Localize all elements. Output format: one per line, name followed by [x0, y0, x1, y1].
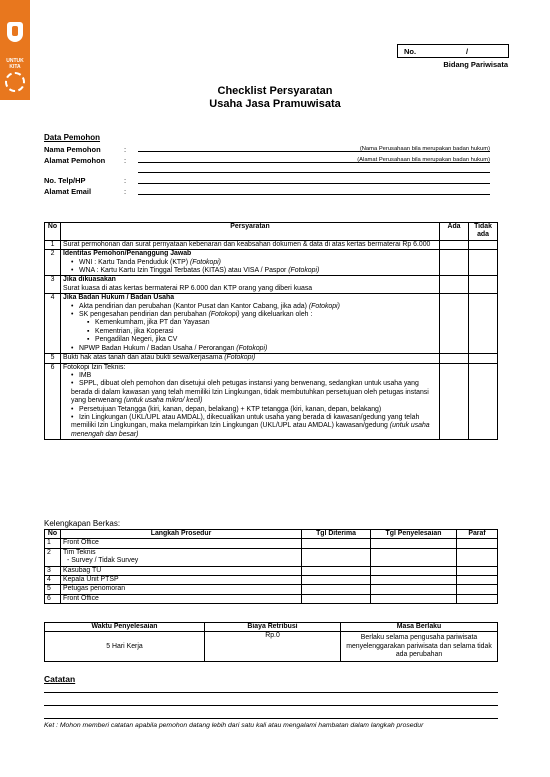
row-number: 5 — [45, 585, 61, 594]
col-persyaratan: Persyaratan — [61, 223, 440, 241]
col-waktu-penyelesaian: Waktu Penyelesaian — [45, 623, 205, 632]
item-text: Izin Lingkungan (UKL/UPL atau AMDAL), dikecualikan untuk usaha yang berada di kawasan/gedung yang telah memiliki Izin Lingkungan, maka melampirkan Izin Lingkungan (UKL/UPL atau AMDAL) kawasan/gedung — [71, 413, 420, 430]
requirement-title: Jika Badan Hukum / Badan Usaha — [63, 294, 175, 302]
catatan-heading: Catatan — [44, 674, 76, 684]
item-text: WNA : Kartu Kartu Izin Tinggal Terbatas (KITAS) atau VISA / Paspor — [79, 267, 289, 275]
requirements-header-row — [45, 223, 498, 241]
item-text: yang dikeluarkan oleh : — [239, 311, 313, 319]
list-item — [63, 311, 437, 319]
list-subitem: ▪ Pengadilan Negeri, jika CV — [63, 336, 437, 344]
requirement-text: Surat kuasa di atas kertas bermaterai RP 6.000 dan KTP orang yang diberi kuasa — [63, 284, 313, 292]
requirement-title: Identitas Pemohon/Penanggung Jawab — [63, 250, 192, 258]
list-item — [63, 259, 437, 267]
item-text: SK pengesahan pendirian dan perubahan — [79, 311, 209, 319]
requirement-cell — [61, 294, 440, 354]
item-note: (untuk usaha mikro/ kecil) — [123, 397, 203, 405]
tgl-penyelesaian-cell[interactable] — [371, 539, 457, 548]
tgl-diterima-cell[interactable] — [302, 585, 371, 594]
table-row — [45, 548, 498, 566]
list-item — [63, 267, 437, 275]
ada-checkbox[interactable] — [440, 276, 469, 294]
paraf-cell[interactable] — [457, 548, 498, 566]
row-number: 4 — [45, 294, 61, 354]
service-info-header-row — [45, 623, 498, 632]
col-langkah: Langkah Prosedur — [61, 530, 302, 539]
item-note: (Fotokopi) — [189, 258, 221, 266]
paraf-cell[interactable] — [457, 594, 498, 603]
row-number: 3 — [45, 566, 61, 575]
requirement-title: Jika dikuasakan — [63, 276, 116, 284]
waktu-penyelesaian-value: 5 Hari Kerja — [45, 632, 205, 662]
ada-checkbox[interactable] — [440, 250, 469, 276]
ada-checkbox[interactable] — [440, 294, 469, 354]
tgl-diterima-cell[interactable] — [302, 539, 371, 548]
row-number: 2 — [45, 548, 61, 566]
masa-berlaku-value: Berlaku selama pengusaha pariwisata menyelenggarakan pariwisata dan selama tidak ada perubahan — [341, 632, 498, 662]
requirement-title: Fotokopi Izin Teknis: — [63, 363, 126, 371]
procedure-substep: - Survey / Tidak Survey — [67, 557, 139, 565]
ada-checkbox[interactable] — [440, 363, 469, 440]
item-text: WNI : Kartu Tanda Penduduk (KTP) — [79, 258, 190, 266]
row-number: 6 — [45, 594, 61, 603]
alamat-pemohon-field-line2[interactable] — [138, 172, 490, 173]
table-row — [45, 585, 498, 594]
service-info-row — [45, 632, 498, 662]
list-item — [63, 380, 437, 405]
alamat-pemohon-label: Alamat Pemohon — [44, 156, 106, 165]
catatan-note: Ket : Mohon memberi catatan apabila pemohon datang lebih dari satu kali atau mengalami hambatan dalam langkah prosedur — [44, 722, 424, 729]
catatan-line[interactable] — [44, 718, 498, 719]
logo-text: UNTUK KITA — [6, 58, 24, 70]
list-item: • IMB — [63, 372, 437, 380]
table-row — [45, 294, 498, 354]
catatan-line[interactable] — [44, 692, 498, 693]
paraf-cell[interactable] — [457, 576, 498, 585]
requirement-cell — [61, 276, 440, 294]
tidak-ada-checkbox[interactable] — [469, 276, 498, 294]
table-row — [45, 594, 498, 603]
ada-checkbox[interactable] — [440, 240, 469, 249]
table-row — [45, 250, 498, 276]
procedure-step: Kepala Unit PTSP — [61, 576, 302, 585]
tgl-penyelesaian-cell[interactable] — [371, 585, 457, 594]
list-item: • Persetujuan Tetangga (kiri, kanan, depan, belakang) + KTP tetangga (kiri, kanan, depan, belakang) — [63, 406, 437, 414]
tgl-diterima-cell[interactable] — [302, 548, 371, 566]
page-title: Checklist Persyaratan — [217, 85, 333, 97]
telp-label: No. Telp/HP — [44, 176, 86, 185]
procedure-step: Front Office — [61, 594, 302, 603]
col-paraf: Paraf — [457, 530, 498, 539]
table-row — [45, 539, 498, 548]
col-no: No — [45, 530, 61, 539]
paraf-cell[interactable] — [457, 539, 498, 548]
col-biaya-retribusi: Biaya Retribusi — [205, 623, 341, 632]
list-subitem: ▪ Kemenkumham, jika PT dan Yayasan — [63, 319, 437, 327]
table-row — [45, 576, 498, 585]
page-subtitle: Usaha Jasa Pramuwisata — [209, 98, 341, 110]
col-tidak-ada: Tidak ada — [469, 223, 498, 241]
procedure-step-cell — [61, 548, 302, 566]
nama-pemohon-label: Nama Pemohon — [44, 145, 101, 154]
col-tgl-diterima: Tgl Diterima — [302, 530, 371, 539]
tidak-ada-checkbox[interactable] — [469, 354, 498, 363]
ada-checkbox[interactable] — [440, 354, 469, 363]
row-number: 5 — [45, 354, 61, 363]
tidak-ada-checkbox[interactable] — [469, 294, 498, 354]
catatan-line[interactable] — [44, 705, 498, 706]
email-field[interactable] — [138, 194, 490, 195]
email-label: Alamat Email — [44, 187, 92, 196]
colon: : — [124, 156, 127, 165]
procedure-header-row — [45, 530, 498, 539]
requirement-cell — [61, 354, 440, 363]
table-row — [45, 240, 498, 249]
kelengkapan-label: Kelengkapan Berkas: — [44, 519, 121, 528]
requirement-cell — [61, 250, 440, 276]
row-number: 4 — [45, 576, 61, 585]
item-note: (Fotokopi) — [288, 267, 320, 275]
biaya-retribusi-value: Rp.0 — [205, 632, 341, 662]
tgl-diterima-cell[interactable] — [302, 594, 371, 603]
tgl-penyelesaian-cell[interactable] — [371, 548, 457, 566]
colon: : — [124, 176, 127, 185]
row-number: 3 — [45, 276, 61, 294]
col-no: No — [45, 223, 61, 241]
tgl-penyelesaian-cell[interactable] — [371, 566, 457, 575]
item-note: (Fotokopi) — [224, 354, 256, 362]
item-text: Akta pendirian dan perubahan (Kantor Pusat dan Kantor Cabang, jika ada) — [79, 302, 309, 310]
item-note: (Fotokopi) — [208, 311, 240, 319]
requirement-text: Bukti hak atas tanah dan atau bukti sewa/kerjasama — [63, 354, 225, 362]
bidang-label: Bidang Pariwisata — [443, 60, 508, 69]
tgl-diterima-cell[interactable] — [302, 576, 371, 585]
paraf-cell[interactable] — [457, 566, 498, 575]
no-label: No. — [404, 47, 417, 56]
tgl-penyelesaian-cell[interactable] — [371, 576, 457, 585]
list-item — [63, 345, 437, 353]
col-masa-berlaku: Masa Berlaku — [341, 623, 498, 632]
tgl-diterima-cell[interactable] — [302, 566, 371, 575]
telp-field[interactable] — [138, 183, 490, 184]
tidak-ada-checkbox[interactable] — [469, 240, 498, 249]
procedure-step: Front Office — [61, 539, 302, 548]
item-text: SPPL, dibuat oleh pemohon dan disetujui oleh petugas instansi yang berwenang, sedangkan untuk usaha yang berada di dalam kawasan yang telah memiliki Izin Lingkungan, tidak membutuhkan persetujuan oleh petugas instansi yang berwenang — [71, 380, 429, 405]
item-text: NPWP Badan Hukum / Badan Usaha / Perorangan — [79, 344, 237, 352]
item-note: (untuk usaha menengah dan besar) — [71, 422, 430, 438]
nama-pemohon-note: (Nama Perusahaan bila merupakan badan hukum) — [359, 146, 490, 152]
col-tgl-penyelesaian: Tgl Penyelesaian — [371, 530, 457, 539]
requirements-table — [44, 222, 498, 440]
procedure-step: Kasubag TU — [61, 566, 302, 575]
tgl-penyelesaian-cell[interactable] — [371, 594, 457, 603]
table-row — [45, 363, 498, 440]
item-note: (Fotokopi) — [308, 302, 340, 310]
requirement-text: Surat permohonan dan surat pernyataan kebenaran dan keabsahan dokumen & data di atas kertas bermaterai Rp 6.000 — [61, 240, 440, 249]
colon: : — [124, 145, 127, 154]
row-number: 1 — [45, 240, 61, 249]
tidak-ada-checkbox[interactable] — [469, 250, 498, 276]
row-number: 6 — [45, 363, 61, 440]
list-item — [63, 414, 437, 439]
requirement-cell — [61, 363, 440, 440]
table-row — [45, 354, 498, 363]
paraf-cell[interactable] — [457, 585, 498, 594]
row-number: 2 — [45, 250, 61, 276]
procedure-table — [44, 529, 498, 604]
table-row — [45, 276, 498, 294]
tidak-ada-checkbox[interactable] — [469, 363, 498, 440]
colon: : — [124, 187, 127, 196]
alamat-pemohon-note: (Alamat Perusahaan bila merupakan badan hukum) — [357, 157, 490, 163]
crest-icon — [7, 22, 23, 42]
procedure-step: Petugas penomoran — [61, 585, 302, 594]
item-note: (Fotokopi) — [236, 344, 268, 352]
table-row — [45, 566, 498, 575]
col-ada: Ada — [440, 223, 469, 241]
procedure-step: Tim Teknis — [63, 548, 96, 556]
no-slash: / — [466, 47, 469, 56]
document-number-box[interactable] — [397, 44, 509, 58]
data-pemohon-heading: Data Pemohon — [44, 133, 101, 142]
list-item — [63, 303, 437, 311]
service-info-table — [44, 622, 498, 662]
list-subitem: ▪ Kementrian, jika Koperasi — [63, 328, 437, 336]
row-number: 1 — [45, 539, 61, 548]
